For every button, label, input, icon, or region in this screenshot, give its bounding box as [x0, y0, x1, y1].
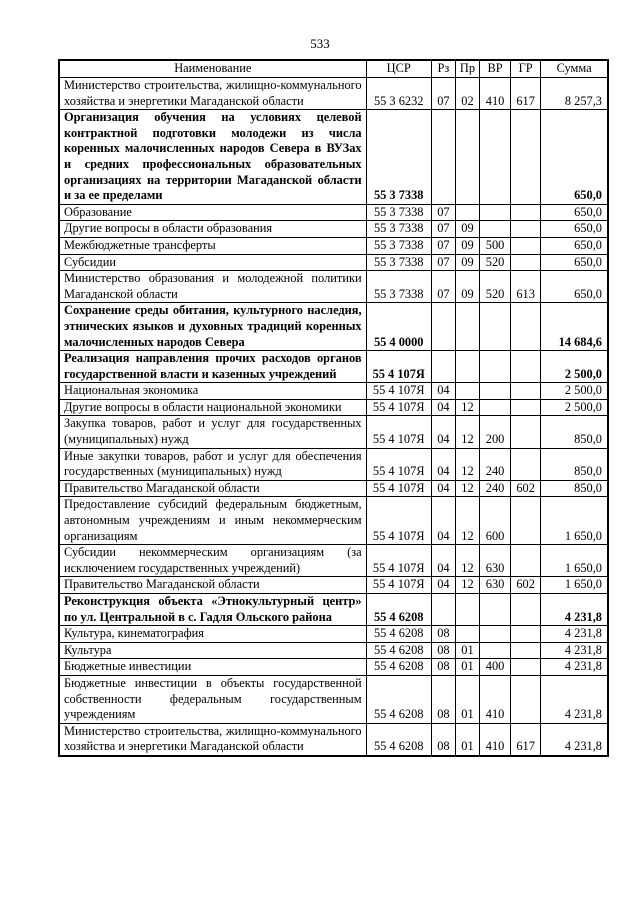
cell-name: Национальная экономика	[59, 383, 366, 400]
table-row	[59, 399, 608, 416]
cell-rz: 08	[431, 626, 455, 643]
cell-rz: 08	[431, 659, 455, 676]
column-header-gr: ГР	[511, 60, 541, 78]
cell-sum: 2 500,0	[541, 383, 608, 400]
table-row	[59, 480, 608, 497]
cell-gr	[511, 221, 541, 238]
table-row	[59, 497, 608, 545]
cell-pr	[455, 204, 479, 221]
cell-gr: 602	[511, 480, 541, 497]
cell-rz: 04	[431, 383, 455, 400]
cell-pr: 12	[455, 448, 479, 480]
cell-vr: 520	[480, 254, 511, 271]
cell-csr: 55 4 107Я	[366, 351, 431, 383]
cell-gr	[511, 659, 541, 676]
cell-rz: 04	[431, 577, 455, 594]
cell-vr: 400	[480, 659, 511, 676]
cell-gr	[511, 416, 541, 448]
cell-name: Другие вопросы в области национальной экономики	[59, 399, 366, 416]
cell-name: Культура	[59, 642, 366, 659]
cell-gr: 617	[511, 78, 541, 110]
cell-rz: 04	[431, 416, 455, 448]
cell-vr: 240	[480, 448, 511, 480]
cell-gr	[511, 545, 541, 577]
column-header-name: Наименование	[59, 60, 366, 78]
cell-rz: 04	[431, 399, 455, 416]
table-row	[59, 78, 608, 110]
cell-gr	[511, 254, 541, 271]
cell-csr: 55 4 6208	[366, 642, 431, 659]
table-row	[59, 383, 608, 400]
cell-csr: 55 4 107Я	[366, 480, 431, 497]
table-row	[59, 545, 608, 577]
cell-sum: 4 231,8	[541, 594, 608, 626]
cell-pr: 12	[455, 545, 479, 577]
cell-name: Культура, кинематография	[59, 626, 366, 643]
cell-name: Предоставление субсидий федеральным бюджетным, автономным учреждениям и иным некоммерческим организациям	[59, 497, 366, 545]
cell-name: Бюджетные инвестиции в объекты государственной собственности федеральным государственным учреждениям	[59, 675, 366, 723]
table-body	[59, 78, 608, 756]
table-row	[59, 351, 608, 383]
cell-csr: 55 4 107Я	[366, 497, 431, 545]
cell-vr: 410	[480, 723, 511, 756]
cell-sum: 4 231,8	[541, 675, 608, 723]
cell-rz: 08	[431, 675, 455, 723]
cell-rz: 04	[431, 545, 455, 577]
cell-gr	[511, 204, 541, 221]
cell-pr: 12	[455, 416, 479, 448]
cell-vr	[480, 204, 511, 221]
cell-csr: 55 4 107Я	[366, 383, 431, 400]
cell-rz: 07	[431, 78, 455, 110]
cell-vr	[480, 399, 511, 416]
cell-pr: 01	[455, 659, 479, 676]
cell-gr	[511, 351, 541, 383]
table-header-row	[59, 60, 608, 78]
cell-gr	[511, 383, 541, 400]
cell-sum: 1 650,0	[541, 497, 608, 545]
cell-rz: 07	[431, 204, 455, 221]
cell-sum: 4 231,8	[541, 723, 608, 756]
cell-pr: 01	[455, 723, 479, 756]
cell-gr	[511, 675, 541, 723]
table-row	[59, 675, 608, 723]
cell-pr	[455, 626, 479, 643]
cell-pr: 09	[455, 254, 479, 271]
table-row	[59, 271, 608, 303]
budget-table	[58, 59, 609, 757]
cell-sum: 4 231,8	[541, 659, 608, 676]
cell-pr: 01	[455, 642, 479, 659]
cell-vr: 410	[480, 675, 511, 723]
cell-vr: 630	[480, 545, 511, 577]
cell-name: Субсидии некоммерческим организациям (за исключением государственных учреждений)	[59, 545, 366, 577]
table-row	[59, 204, 608, 221]
cell-sum: 850,0	[541, 480, 608, 497]
cell-vr: 410	[480, 78, 511, 110]
cell-csr: 55 4 107Я	[366, 399, 431, 416]
table-row	[59, 577, 608, 594]
cell-vr	[480, 221, 511, 238]
cell-gr	[511, 303, 541, 351]
cell-vr	[480, 594, 511, 626]
cell-rz: 04	[431, 448, 455, 480]
column-header-sum: Сумма	[541, 60, 608, 78]
cell-pr: 12	[455, 577, 479, 594]
table-row	[59, 659, 608, 676]
cell-csr: 55 4 6208	[366, 594, 431, 626]
cell-rz: 04	[431, 480, 455, 497]
column-header-csr: ЦСР	[366, 60, 431, 78]
cell-csr: 55 4 6208	[366, 675, 431, 723]
cell-vr	[480, 110, 511, 205]
cell-vr	[480, 351, 511, 383]
cell-csr: 55 3 7338	[366, 271, 431, 303]
cell-csr: 55 4 107Я	[366, 448, 431, 480]
page-number: 533	[310, 36, 330, 51]
cell-rz: 08	[431, 723, 455, 756]
cell-vr	[480, 626, 511, 643]
cell-csr: 55 4 6208	[366, 659, 431, 676]
cell-pr: 12	[455, 497, 479, 545]
cell-vr	[480, 642, 511, 659]
cell-csr: 55 3 7338	[366, 254, 431, 271]
cell-rz: 07	[431, 237, 455, 254]
table-row	[59, 237, 608, 254]
cell-vr: 520	[480, 271, 511, 303]
cell-gr	[511, 497, 541, 545]
cell-name: Иные закупки товаров, работ и услуг для обеспечения государственных (муниципальных) нужд	[59, 448, 366, 480]
cell-sum: 650,0	[541, 204, 608, 221]
cell-vr: 630	[480, 577, 511, 594]
cell-rz: 08	[431, 642, 455, 659]
cell-gr: 602	[511, 577, 541, 594]
cell-vr: 200	[480, 416, 511, 448]
cell-vr: 600	[480, 497, 511, 545]
cell-pr: 12	[455, 480, 479, 497]
cell-csr: 55 4 0000	[366, 303, 431, 351]
cell-csr: 55 4 6208	[366, 626, 431, 643]
cell-csr: 55 4 107Я	[366, 577, 431, 594]
cell-name: Сохранение среды обитания, культурного наследия, этнических языков и духовных традиций коренных малочисленных народов Севера	[59, 303, 366, 351]
cell-sum: 850,0	[541, 448, 608, 480]
cell-rz: 04	[431, 497, 455, 545]
cell-rz: 07	[431, 254, 455, 271]
cell-sum: 2 500,0	[541, 399, 608, 416]
cell-rz	[431, 351, 455, 383]
cell-sum: 1 650,0	[541, 545, 608, 577]
table-row	[59, 110, 608, 205]
cell-name: Министерство образования и молодежной политики Магаданской области	[59, 271, 366, 303]
column-header-rz: Рз	[431, 60, 455, 78]
table-row	[59, 303, 608, 351]
cell-name: Реализация направления прочих расходов органов государственной власти и казенных учреждений	[59, 351, 366, 383]
cell-sum: 650,0	[541, 237, 608, 254]
cell-pr	[455, 594, 479, 626]
cell-pr: 02	[455, 78, 479, 110]
cell-name: Бюджетные инвестиции	[59, 659, 366, 676]
cell-pr	[455, 303, 479, 351]
cell-gr: 613	[511, 271, 541, 303]
cell-vr	[480, 383, 511, 400]
cell-name: Другие вопросы в области образования	[59, 221, 366, 238]
cell-sum: 650,0	[541, 221, 608, 238]
cell-sum: 650,0	[541, 110, 608, 205]
cell-rz: 07	[431, 221, 455, 238]
cell-pr	[455, 110, 479, 205]
cell-name: Субсидии	[59, 254, 366, 271]
cell-rz	[431, 303, 455, 351]
cell-csr: 55 3 6232	[366, 78, 431, 110]
cell-gr	[511, 237, 541, 254]
cell-pr: 09	[455, 237, 479, 254]
table-row	[59, 594, 608, 626]
cell-rz: 07	[431, 271, 455, 303]
cell-rz	[431, 110, 455, 205]
cell-vr: 240	[480, 480, 511, 497]
cell-name: Правительство Магаданской области	[59, 577, 366, 594]
cell-gr	[511, 399, 541, 416]
cell-sum: 650,0	[541, 271, 608, 303]
table-row	[59, 642, 608, 659]
cell-name: Министерство строительства, жилищно-коммунального хозяйства и энергетики Магаданской области	[59, 78, 366, 110]
cell-gr	[511, 110, 541, 205]
cell-vr	[480, 303, 511, 351]
cell-sum: 4 231,8	[541, 642, 608, 659]
cell-name: Межбюджетные трансферты	[59, 237, 366, 254]
cell-sum: 850,0	[541, 416, 608, 448]
cell-rz	[431, 594, 455, 626]
cell-name: Образование	[59, 204, 366, 221]
table-row	[59, 254, 608, 271]
cell-csr: 55 3 7338	[366, 237, 431, 254]
cell-sum: 4 231,8	[541, 626, 608, 643]
cell-csr: 55 4 6208	[366, 723, 431, 756]
cell-sum: 2 500,0	[541, 351, 608, 383]
cell-name: Закупка товаров, работ и услуг для государственных (муниципальных) нужд	[59, 416, 366, 448]
cell-gr	[511, 448, 541, 480]
cell-sum: 1 650,0	[541, 577, 608, 594]
cell-csr: 55 3 7338	[366, 204, 431, 221]
cell-sum: 14 684,6	[541, 303, 608, 351]
table-row	[59, 221, 608, 238]
cell-gr	[511, 594, 541, 626]
cell-name: Министерство строительства, жилищно-коммунального хозяйства и энергетики Магаданской области	[59, 723, 366, 756]
table-row	[59, 448, 608, 480]
cell-pr	[455, 351, 479, 383]
cell-pr	[455, 383, 479, 400]
cell-sum: 8 257,3	[541, 78, 608, 110]
cell-gr: 617	[511, 723, 541, 756]
cell-pr: 09	[455, 221, 479, 238]
table-row	[59, 416, 608, 448]
cell-pr: 01	[455, 675, 479, 723]
cell-csr: 55 3 7338	[366, 110, 431, 205]
column-header-pr: Пр	[455, 60, 479, 78]
cell-pr: 12	[455, 399, 479, 416]
cell-sum: 650,0	[541, 254, 608, 271]
cell-name: Реконструкция объекта «Этнокультурный центр» по ул. Центральной в с. Гадля Ольского района	[59, 594, 366, 626]
cell-csr: 55 4 107Я	[366, 545, 431, 577]
cell-vr: 500	[480, 237, 511, 254]
cell-gr	[511, 642, 541, 659]
cell-name: Правительство Магаданской области	[59, 480, 366, 497]
cell-pr: 09	[455, 271, 479, 303]
table-row	[59, 723, 608, 756]
table-row	[59, 626, 608, 643]
column-header-vr: ВР	[480, 60, 511, 78]
cell-csr: 55 3 7338	[366, 221, 431, 238]
cell-gr	[511, 626, 541, 643]
cell-csr: 55 4 107Я	[366, 416, 431, 448]
cell-name: Организация обучения на условиях целевой контрактной подготовки молодежи из числа коренных малочисленных народов Севера в ВУЗах и средних профессиональных образовательных организациях на территории Магаданской области и за ее пределами	[59, 110, 366, 205]
